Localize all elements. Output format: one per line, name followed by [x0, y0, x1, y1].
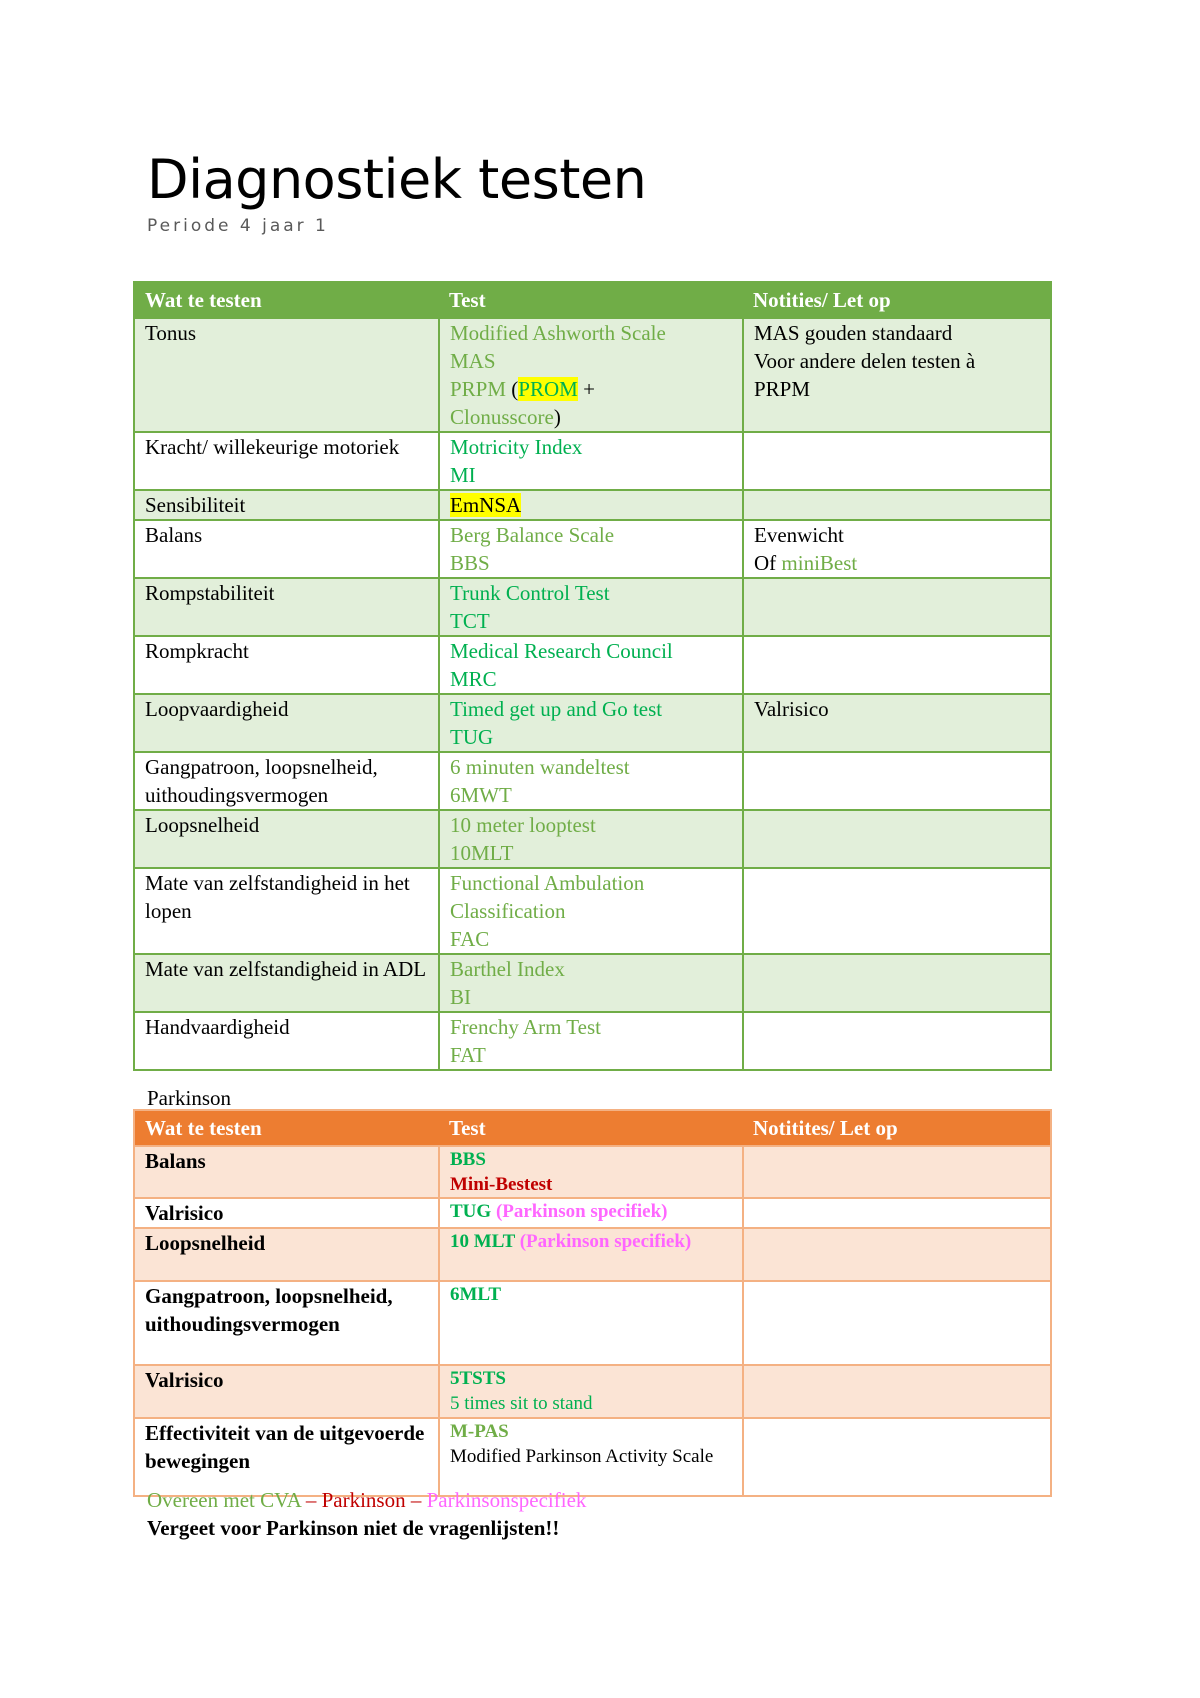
- parkinson-test-table: [133, 1109, 1052, 1497]
- cell-test: Barthel Index BI: [439, 954, 743, 1012]
- cell-test: 6MLT: [439, 1281, 743, 1365]
- cell-notes: MAS gouden standaard Voor andere delen testen à PRPM: [743, 318, 1051, 432]
- table-row: [134, 1418, 1051, 1496]
- cell-what: Balans: [134, 1146, 439, 1198]
- cell-what: Mate van zelfstandigheid in het lopen: [134, 868, 439, 954]
- cell-test: 10 meter looptest 10MLT: [439, 810, 743, 868]
- cell-what: Kracht/ willekeurige motoriek: [134, 432, 439, 490]
- cell-what: Sensibiliteit: [134, 490, 439, 520]
- cell-notes: [743, 1365, 1051, 1418]
- page-title: Diagnostiek testen: [147, 148, 647, 211]
- header-notes: Notities/ Let op: [743, 282, 1051, 318]
- cell-what: Loopvaardigheid: [134, 694, 439, 752]
- cell-test: [439, 490, 743, 520]
- cell-what: Handvaardigheid: [134, 1012, 439, 1070]
- cell-test: Functional Ambulation Classification FAC: [439, 868, 743, 954]
- cell-what: Loopsnelheid: [134, 1228, 439, 1281]
- cell-notes: [743, 868, 1051, 954]
- table-row: [134, 752, 1051, 810]
- cell-what: Effectiviteit van de uitgevoerde bewegingen: [134, 1418, 439, 1496]
- cell-what: Tonus: [134, 318, 439, 432]
- legend-parkinson-specific: Parkinsonspecifiek: [426, 1488, 587, 1512]
- cell-test: M-PAS Modified Parkinson Activity Scale: [439, 1418, 743, 1496]
- header-test: Test: [439, 282, 743, 318]
- page-subtitle: Periode 4 jaar 1: [147, 216, 329, 236]
- table-row: [134, 318, 1051, 432]
- cell-test: 6 minuten wandeltest 6MWT: [439, 752, 743, 810]
- table-row: [134, 1146, 1051, 1198]
- header-test: Test: [439, 1110, 743, 1146]
- cell-test: Trunk Control Test TCT: [439, 578, 743, 636]
- table-row: [134, 1012, 1051, 1070]
- cell-notes: Valrisico: [743, 694, 1051, 752]
- cell-what: Gangpatroon, loopsnelheid, uithoudingsvermogen: [134, 752, 439, 810]
- cell-notes: [743, 1146, 1051, 1198]
- cell-test: Medical Research Council MRC: [439, 636, 743, 694]
- parkinson-label: Parkinson: [147, 1086, 231, 1110]
- cell-notes: [743, 636, 1051, 694]
- table-row: [134, 954, 1051, 1012]
- cell-what: Valrisico: [134, 1198, 439, 1228]
- table-row: [134, 1281, 1051, 1365]
- legend-parkinson: Parkinson: [321, 1488, 406, 1512]
- test-abbr: MAS: [450, 349, 496, 373]
- table-row: [134, 578, 1051, 636]
- cell-notes: [743, 1012, 1051, 1070]
- cell-test: 10 MLT (Parkinson specifiek): [439, 1228, 743, 1281]
- cell-what: Loopsnelheid: [134, 810, 439, 868]
- table-row: [134, 868, 1051, 954]
- cell-test: Frenchy Arm Test FAT: [439, 1012, 743, 1070]
- table-row: [134, 1228, 1051, 1281]
- cell-notes: [743, 1198, 1051, 1228]
- cell-test: TUG (Parkinson specifiek): [439, 1198, 743, 1228]
- test-name: Modified Ashworth Scale: [450, 321, 666, 345]
- cell-notes: [743, 490, 1051, 520]
- table-row: [134, 1365, 1051, 1418]
- highlighted-text: PROM: [518, 377, 578, 401]
- header-what: Wat te testen: [134, 1110, 439, 1146]
- cell-what: Gangpatroon, loopsnelheid, uithoudingsvermogen: [134, 1281, 439, 1365]
- cell-what: Rompkracht: [134, 636, 439, 694]
- cell-test: Modified Ashworth Scale MAS PRPM (PROM + Clonusscore): [439, 318, 743, 432]
- cell-notes: [743, 432, 1051, 490]
- cell-notes: Evenwicht Of miniBest: [743, 520, 1051, 578]
- table-row: [134, 810, 1051, 868]
- table-row: [134, 520, 1051, 578]
- table-row: [134, 432, 1051, 490]
- cell-what: Valrisico: [134, 1365, 439, 1418]
- header-notes: Notitites/ Let op: [743, 1110, 1051, 1146]
- header-what: Wat te testen: [134, 282, 439, 318]
- cell-notes: [743, 1228, 1051, 1281]
- cell-test: BBS Mini-Bestest: [439, 1146, 743, 1198]
- table-row: [134, 694, 1051, 752]
- table-row: [134, 490, 1051, 520]
- color-legend: Overeen met CVA – Parkinson – Parkinsonspecifiek: [147, 1488, 587, 1512]
- table-header-row: [134, 282, 1051, 318]
- cell-notes: [743, 954, 1051, 1012]
- table-header-row: [134, 1110, 1051, 1146]
- cell-notes: [743, 1418, 1051, 1496]
- highlighted-text: EmNSA: [450, 493, 522, 517]
- table-row: [134, 636, 1051, 694]
- cell-notes: [743, 1281, 1051, 1365]
- cva-test-table: [133, 281, 1052, 1071]
- cell-test: Motricity Index MI: [439, 432, 743, 490]
- cell-notes: [743, 810, 1051, 868]
- table-row: [134, 1198, 1051, 1228]
- cell-test: 5TSTS 5 times sit to stand: [439, 1365, 743, 1418]
- cell-notes: [743, 578, 1051, 636]
- test-extra: PRPM (PROM +: [450, 377, 595, 401]
- cell-what: Rompstabiliteit: [134, 578, 439, 636]
- legend-cva: Overeen met CVA: [147, 1488, 301, 1512]
- footer-note: Vergeet voor Parkinson niet de vragenlijsten!!: [147, 1516, 560, 1540]
- cell-test: Timed get up and Go test TUG: [439, 694, 743, 752]
- cell-test: Berg Balance Scale BBS: [439, 520, 743, 578]
- cell-notes: [743, 752, 1051, 810]
- cell-what: Balans: [134, 520, 439, 578]
- cell-what: Mate van zelfstandigheid in ADL: [134, 954, 439, 1012]
